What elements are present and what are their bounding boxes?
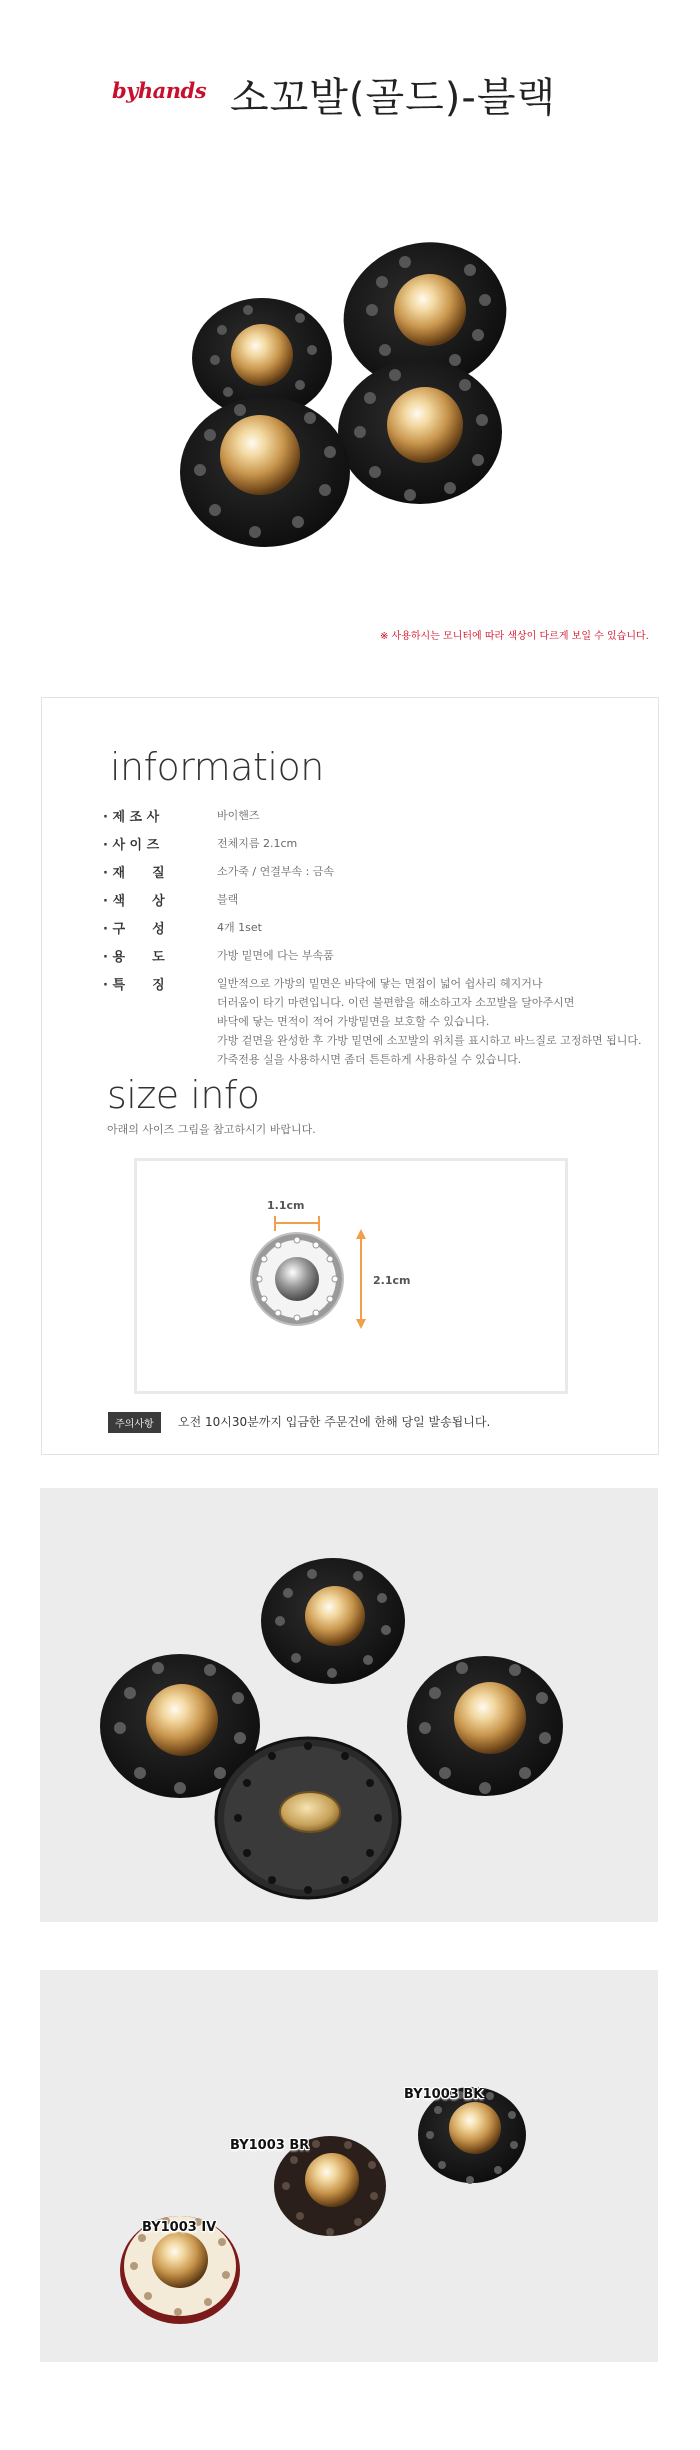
product-photo-main (0, 170, 700, 640)
brand-logo: byhands (112, 78, 207, 103)
size-description: 아래의 사이즈 그림을 참고하시기 바랍니다. (107, 1123, 316, 1136)
foot-top (261, 1558, 405, 1684)
foot-bottom-left (180, 397, 350, 547)
info-value: 소가죽 / 연결부속 : 금속 (217, 865, 335, 878)
product-title: 소꼬발(골드)-블랙 (230, 75, 557, 121)
info-value: 블랙 (217, 893, 239, 906)
info-label: · 재 질 (103, 866, 165, 881)
foot-back (216, 1738, 400, 1898)
feature-line: 가방 겉면을 완성한 후 가방 밑면에 소꼬발의 위치를 표시하고 바느질로 고정하면 됩니다. (217, 1034, 642, 1047)
info-label: · 구 성 (103, 922, 165, 937)
info-label: · 사 이 즈 (103, 838, 160, 853)
info-value: 전체지름 2.1cm (217, 837, 298, 850)
product-photo-detail (40, 1488, 658, 1922)
size-heading: size info (107, 1073, 260, 1117)
size-diagram-drawing (137, 1161, 565, 1391)
size-diagram (134, 1158, 568, 1394)
info-row-material (103, 862, 334, 881)
feature-line: 더러움이 타기 마련입니다. 이런 불편함을 해소하고자 소꼬발을 달아주시면 (217, 996, 575, 1009)
foot-bottom-right (338, 360, 502, 504)
foot-right (407, 1656, 563, 1796)
info-row-size (103, 834, 297, 853)
height-label: 2.1cm (373, 1274, 411, 1287)
feature-line: 가죽전용 실을 사용하시면 좀더 튼튼하게 사용하실 수 있습니다. (217, 1053, 522, 1066)
width-label: 1.1cm (267, 1199, 305, 1212)
notice-badge: 주의사항 (108, 1412, 161, 1433)
info-label: · 특 징 (103, 978, 165, 993)
info-label: · 색 상 (103, 894, 165, 909)
info-label: · 용 도 (103, 950, 165, 965)
info-value: 가방 밑면에 다는 부속품 (217, 949, 334, 962)
info-value: 바이핸즈 (217, 809, 260, 822)
info-row-usage (103, 946, 334, 965)
feature-text (217, 974, 642, 1069)
info-heading: information (110, 745, 324, 789)
variant-label-bk: BY1003 BK (404, 2087, 484, 2102)
info-row-color (103, 890, 238, 909)
color-disclaimer: ※ 사용하시는 모니터에 따라 색상이 다르게 보일 수 있습니다. (380, 631, 649, 642)
info-row-maker (103, 806, 260, 825)
info-value: 4개 1set (217, 921, 262, 934)
variant-label-br: BY1003 BR (230, 2138, 310, 2153)
feature-line: 일반적으로 가방의 밑면은 바닥에 닿는 면접이 넓어 쉽사리 헤지거나 (217, 977, 543, 990)
variant-label-iv: BY1003 IV (142, 2220, 217, 2235)
info-label: · 제 조 사 (103, 810, 160, 825)
info-row-composition (103, 918, 262, 937)
product-photo-variants (40, 1970, 658, 2362)
info-row-feature (103, 974, 642, 1069)
notice-text: 오전 10시30분까지 입금한 주문건에 한해 당일 발송됩니다. (178, 1415, 491, 1429)
feature-line: 바닥에 닿는 면적이 적어 가방밑면을 보호할 수 있습니다. (217, 1015, 490, 1028)
